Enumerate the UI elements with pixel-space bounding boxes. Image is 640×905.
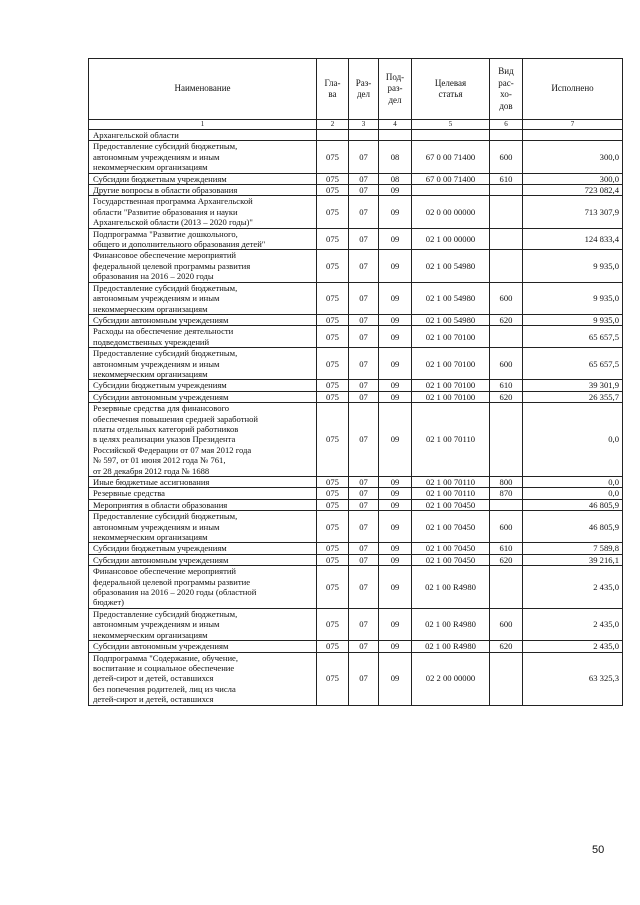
- row-section: 07: [349, 173, 379, 184]
- row-name: Резервные средства: [89, 488, 317, 499]
- row-chapter: 075: [317, 488, 349, 499]
- row-name: Субсидии бюджетным учреждениям: [89, 543, 317, 554]
- row-subsection: 09: [379, 641, 412, 652]
- row-section: 07: [349, 477, 379, 488]
- header-expense-type: Вид рас- хо- дов: [490, 59, 523, 120]
- row-name: Государственная программа Архангельской области "Развитие образования и науки Архангельской области (2013 – 2020 годы)": [89, 196, 317, 228]
- row-executed-amount: [523, 130, 623, 141]
- row-target-article: 02 1 00 70450: [412, 511, 490, 543]
- row-section: 07: [349, 403, 379, 477]
- row-chapter: 075: [317, 403, 349, 477]
- row-name: Архангельской области: [89, 130, 317, 141]
- row-name: Предоставление субсидий бюджетным, автономным учреждениям и иным некоммерческим организациям: [89, 282, 317, 314]
- table-row: [89, 554, 623, 565]
- row-subsection: 09: [379, 185, 412, 196]
- row-executed-amount: 63 325,3: [523, 652, 623, 705]
- row-executed-amount: 713 307,9: [523, 196, 623, 228]
- row-expense-type: 620: [490, 391, 523, 402]
- row-subsection: 08: [379, 141, 412, 173]
- row-expense-type: [490, 403, 523, 477]
- table-row: [89, 141, 623, 173]
- row-target-article: 02 1 00 R4980: [412, 566, 490, 609]
- row-chapter: 075: [317, 314, 349, 325]
- row-expense-type: 600: [490, 141, 523, 173]
- row-chapter: 075: [317, 391, 349, 402]
- row-target-article: 67 0 00 71400: [412, 141, 490, 173]
- row-target-article: 02 1 00 70100: [412, 391, 490, 402]
- row-subsection: 09: [379, 282, 412, 314]
- row-chapter: 075: [317, 141, 349, 173]
- row-target-article: 02 1 00 70110: [412, 488, 490, 499]
- row-name: Предоставление субсидий бюджетным, автономным учреждениям и иным некоммерческим организациям: [89, 608, 317, 640]
- table-row: [89, 250, 623, 282]
- column-number: 1: [89, 120, 317, 130]
- row-expense-type: 600: [490, 511, 523, 543]
- row-subsection: 09: [379, 228, 412, 250]
- table-row: [89, 477, 623, 488]
- row-executed-amount: 9 935,0: [523, 250, 623, 282]
- row-subsection: 09: [379, 499, 412, 510]
- row-name: Предоставление субсидий бюджетным, автономным учреждениям и иным некоммерческим организациям: [89, 348, 317, 380]
- row-target-article: 02 1 00 54980: [412, 314, 490, 325]
- row-target-article: 02 1 00 70110: [412, 477, 490, 488]
- row-target-article: [412, 185, 490, 196]
- column-number-row: [89, 120, 623, 130]
- table-row: [89, 228, 623, 250]
- row-executed-amount: 7 589,8: [523, 543, 623, 554]
- budget-table-container: [88, 58, 622, 706]
- row-subsection: 09: [379, 652, 412, 705]
- row-chapter: 075: [317, 477, 349, 488]
- row-section: 07: [349, 250, 379, 282]
- row-expense-type: 610: [490, 380, 523, 391]
- row-target-article: 02 1 00 R4980: [412, 608, 490, 640]
- row-name: Субсидии автономным учреждениям: [89, 391, 317, 402]
- table-body: [89, 120, 623, 706]
- row-name: Подпрограмма "Развитие дошкольного, общего и дополнительного образования детей": [89, 228, 317, 250]
- row-name: Расходы на обеспечение деятельности подведомственных учреждений: [89, 326, 317, 348]
- row-name: Субсидии бюджетным учреждениям: [89, 173, 317, 184]
- budget-table: [88, 58, 623, 706]
- table-row: [89, 403, 623, 477]
- row-target-article: 02 1 00 54980: [412, 282, 490, 314]
- table-row: [89, 173, 623, 184]
- row-executed-amount: 723 082,4: [523, 185, 623, 196]
- row-executed-amount: 46 805,9: [523, 499, 623, 510]
- row-subsection: 09: [379, 543, 412, 554]
- row-chapter: 075: [317, 185, 349, 196]
- table-row: [89, 326, 623, 348]
- row-name: Резервные средства для финансового обеспечения повышения средней заработной платы отдельных категорий работников в целях реализации указов Президента Российской Федерации от 07 мая 2012 года № 597, от 01 июня 2012 года № 761, от 28 декабря 2012 года № 1688: [89, 403, 317, 477]
- row-executed-amount: 9 935,0: [523, 282, 623, 314]
- table-row: [89, 543, 623, 554]
- table-row: [89, 282, 623, 314]
- row-expense-type: 600: [490, 608, 523, 640]
- row-executed-amount: 39 301,9: [523, 380, 623, 391]
- row-name: Финансовое обеспечение мероприятий федеральной целевой программы развитие образования на 2016 – 2020 годы (областной бюджет): [89, 566, 317, 609]
- row-name: Субсидии автономным учреждениям: [89, 314, 317, 325]
- row-section: 07: [349, 314, 379, 325]
- row-chapter: 075: [317, 511, 349, 543]
- column-number: 3: [349, 120, 379, 130]
- row-section: [349, 130, 379, 141]
- table-row: [89, 641, 623, 652]
- row-executed-amount: 0,0: [523, 403, 623, 477]
- table-row: [89, 566, 623, 609]
- row-expense-type: [490, 228, 523, 250]
- row-expense-type: 800: [490, 477, 523, 488]
- row-section: 07: [349, 228, 379, 250]
- header-chapter: Гла- ва: [317, 59, 349, 120]
- row-target-article: 02 0 00 00000: [412, 196, 490, 228]
- row-subsection: 09: [379, 554, 412, 565]
- row-subsection: [379, 130, 412, 141]
- column-number: 2: [317, 120, 349, 130]
- row-executed-amount: 2 435,0: [523, 566, 623, 609]
- row-section: 07: [349, 511, 379, 543]
- row-expense-type: [490, 566, 523, 609]
- row-subsection: 09: [379, 511, 412, 543]
- row-section: 07: [349, 608, 379, 640]
- row-executed-amount: 39 216,1: [523, 554, 623, 565]
- row-name: Субсидии бюджетным учреждениям: [89, 380, 317, 391]
- row-executed-amount: 65 657,5: [523, 348, 623, 380]
- row-subsection: 08: [379, 173, 412, 184]
- table-row: [89, 488, 623, 499]
- page-number: 50: [592, 844, 605, 856]
- row-section: 07: [349, 543, 379, 554]
- row-executed-amount: 0,0: [523, 477, 623, 488]
- row-subsection: 09: [379, 250, 412, 282]
- row-target-article: 02 1 00 R4980: [412, 641, 490, 652]
- row-target-article: 02 2 00 00000: [412, 652, 490, 705]
- row-executed-amount: 124 833,4: [523, 228, 623, 250]
- row-section: 07: [349, 282, 379, 314]
- row-name: Субсидии автономным учреждениям: [89, 554, 317, 565]
- row-target-article: 02 1 00 00000: [412, 228, 490, 250]
- row-name: Финансовое обеспечение мероприятий федеральной целевой программы развития образования на 2016 – 2020 годы: [89, 250, 317, 282]
- row-expense-type: 600: [490, 282, 523, 314]
- row-chapter: 075: [317, 566, 349, 609]
- row-section: 07: [349, 641, 379, 652]
- row-expense-type: 610: [490, 543, 523, 554]
- row-name: Другие вопросы в области образования: [89, 185, 317, 196]
- row-section: 07: [349, 391, 379, 402]
- row-subsection: 09: [379, 608, 412, 640]
- row-target-article: [412, 130, 490, 141]
- table-row: [89, 185, 623, 196]
- row-subsection: 09: [379, 326, 412, 348]
- row-chapter: 075: [317, 608, 349, 640]
- row-chapter: 075: [317, 380, 349, 391]
- row-name: Подпрограмма "Содержание, обучение, воспитание и социальное обеспечение детей-сирот и детей, оставшихся без попечения родителей, лиц из числа детей-сирот и детей, оставшихся: [89, 652, 317, 705]
- row-expense-type: [490, 326, 523, 348]
- row-expense-type: [490, 250, 523, 282]
- row-executed-amount: 2 435,0: [523, 608, 623, 640]
- header-subsection: Под- раз- дел: [379, 59, 412, 120]
- row-expense-type: 620: [490, 314, 523, 325]
- table-row: [89, 130, 623, 141]
- row-subsection: 09: [379, 488, 412, 499]
- column-number: 7: [523, 120, 623, 130]
- row-subsection: 09: [379, 196, 412, 228]
- row-section: 07: [349, 554, 379, 565]
- row-chapter: 075: [317, 228, 349, 250]
- table-row: [89, 314, 623, 325]
- row-subsection: 09: [379, 348, 412, 380]
- row-subsection: 09: [379, 314, 412, 325]
- row-expense-type: 620: [490, 554, 523, 565]
- row-expense-type: 620: [490, 641, 523, 652]
- row-section: 07: [349, 652, 379, 705]
- row-expense-type: [490, 499, 523, 510]
- row-target-article: 02 1 00 70450: [412, 543, 490, 554]
- row-target-article: 02 1 00 70100: [412, 380, 490, 391]
- table-row: [89, 391, 623, 402]
- row-expense-type: [490, 196, 523, 228]
- row-expense-type: [490, 652, 523, 705]
- row-expense-type: 600: [490, 348, 523, 380]
- row-executed-amount: 0,0: [523, 488, 623, 499]
- row-subsection: 09: [379, 566, 412, 609]
- row-chapter: [317, 130, 349, 141]
- row-subsection: 09: [379, 380, 412, 391]
- table-row: [89, 511, 623, 543]
- table-row: [89, 499, 623, 510]
- row-section: 07: [349, 499, 379, 510]
- row-subsection: 09: [379, 391, 412, 402]
- row-name: Субсидии автономным учреждениям: [89, 641, 317, 652]
- row-chapter: 075: [317, 499, 349, 510]
- header-target-article: Целевая статья: [412, 59, 490, 120]
- row-expense-type: 610: [490, 173, 523, 184]
- row-section: 07: [349, 196, 379, 228]
- row-chapter: 075: [317, 250, 349, 282]
- row-section: 07: [349, 185, 379, 196]
- row-expense-type: 870: [490, 488, 523, 499]
- row-target-article: 02 1 00 70100: [412, 348, 490, 380]
- row-chapter: 075: [317, 348, 349, 380]
- row-name: Иные бюджетные ассигнования: [89, 477, 317, 488]
- row-executed-amount: 2 435,0: [523, 641, 623, 652]
- row-executed-amount: 26 355,7: [523, 391, 623, 402]
- table-row: [89, 652, 623, 705]
- row-executed-amount: 65 657,5: [523, 326, 623, 348]
- row-chapter: 075: [317, 173, 349, 184]
- header-section: Раз- дел: [349, 59, 379, 120]
- column-number: 4: [379, 120, 412, 130]
- row-target-article: 02 1 00 70110: [412, 403, 490, 477]
- column-number: 6: [490, 120, 523, 130]
- row-chapter: 075: [317, 326, 349, 348]
- row-chapter: 075: [317, 282, 349, 314]
- column-number: 5: [412, 120, 490, 130]
- table-row: [89, 348, 623, 380]
- row-name: Предоставление субсидий бюджетным, автономным учреждениям и иным некоммерческим организациям: [89, 141, 317, 173]
- header-executed: Исполнено: [523, 59, 623, 120]
- table-row: [89, 196, 623, 228]
- table-row: [89, 380, 623, 391]
- row-section: 07: [349, 141, 379, 173]
- header-name: Наименование: [89, 59, 317, 120]
- row-expense-type: [490, 185, 523, 196]
- row-expense-type: [490, 130, 523, 141]
- row-executed-amount: 46 805,9: [523, 511, 623, 543]
- row-chapter: 075: [317, 554, 349, 565]
- row-section: 07: [349, 348, 379, 380]
- row-executed-amount: 300,0: [523, 173, 623, 184]
- row-chapter: 075: [317, 652, 349, 705]
- row-chapter: 075: [317, 641, 349, 652]
- row-section: 07: [349, 488, 379, 499]
- row-target-article: 02 1 00 70100: [412, 326, 490, 348]
- table-header-row: [89, 59, 623, 120]
- row-target-article: 02 1 00 70450: [412, 499, 490, 510]
- table-row: [89, 608, 623, 640]
- row-subsection: 09: [379, 403, 412, 477]
- row-name: Предоставление субсидий бюджетным, автономным учреждениям и иным некоммерческим организациям: [89, 511, 317, 543]
- row-name: Мероприятия в области образования: [89, 499, 317, 510]
- row-chapter: 075: [317, 196, 349, 228]
- row-target-article: 67 0 00 71400: [412, 173, 490, 184]
- row-section: 07: [349, 566, 379, 609]
- row-section: 07: [349, 326, 379, 348]
- row-subsection: 09: [379, 477, 412, 488]
- row-section: 07: [349, 380, 379, 391]
- row-executed-amount: 300,0: [523, 141, 623, 173]
- row-target-article: 02 1 00 54980: [412, 250, 490, 282]
- row-target-article: 02 1 00 70450: [412, 554, 490, 565]
- row-chapter: 075: [317, 543, 349, 554]
- row-executed-amount: 9 935,0: [523, 314, 623, 325]
